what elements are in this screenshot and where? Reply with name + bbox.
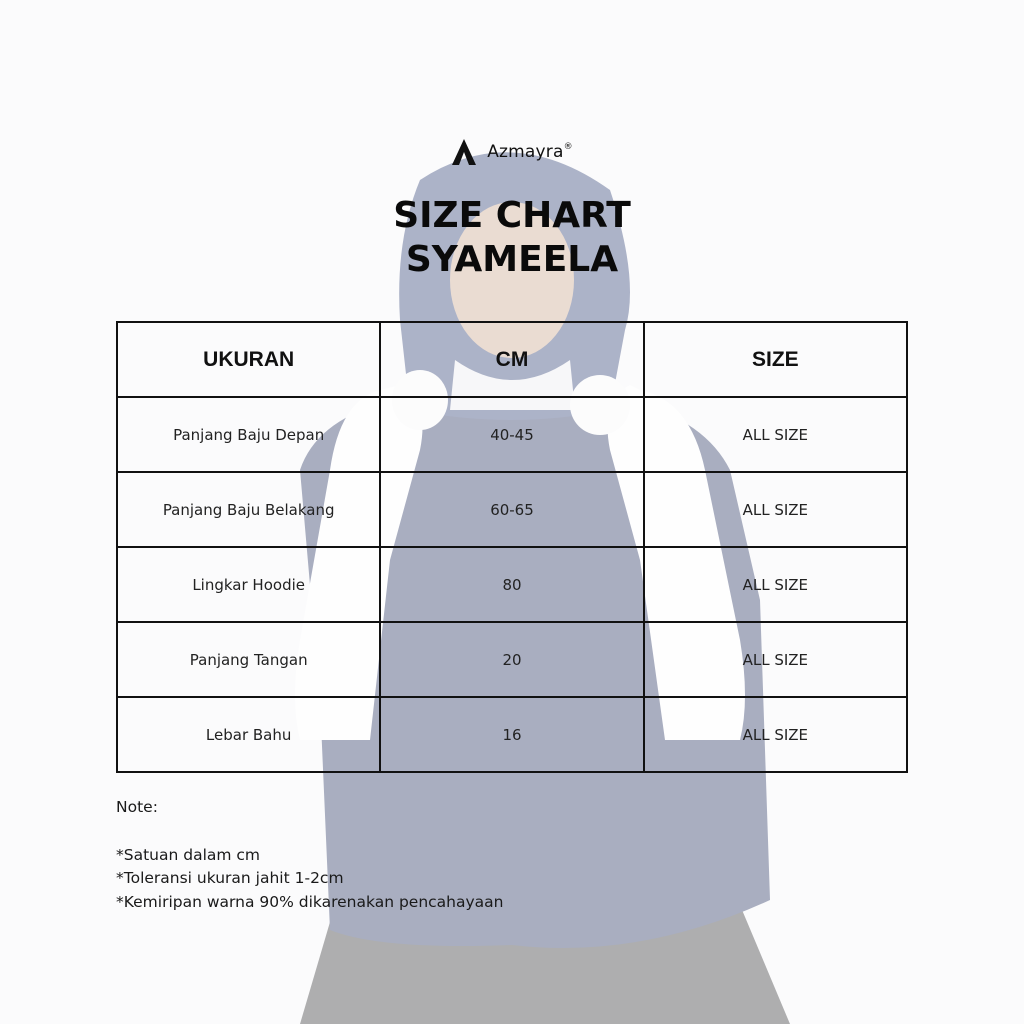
cell-measurement: Lebar Bahu	[117, 697, 380, 772]
cell-cm: 80	[380, 547, 643, 622]
cell-size: ALL SIZE	[644, 472, 907, 547]
page-title	[0, 194, 1024, 282]
note-line: *Satuan dalam cm	[116, 845, 261, 864]
table-row	[117, 547, 907, 622]
cell-measurement: Panjang Baju Depan	[117, 397, 380, 472]
registered-mark: ®	[563, 142, 573, 152]
title-line-2: SYAMEELA	[405, 239, 619, 280]
title-line-1: SIZE CHART	[393, 195, 631, 236]
table-row	[117, 697, 907, 772]
header-ukuran: UKURAN	[117, 322, 380, 397]
cell-cm: 60-65	[380, 472, 643, 547]
notes-section	[116, 796, 503, 914]
header-size: SIZE	[644, 322, 907, 397]
cell-size: ALL SIZE	[644, 697, 907, 772]
table-row	[117, 472, 907, 547]
notes-label: Note:	[116, 798, 158, 816]
note-line: *Toleransi ukuran jahit 1-2cm	[116, 869, 344, 887]
azmayra-logo-icon	[451, 138, 477, 166]
size-table	[116, 321, 908, 773]
header-cm: CM	[380, 322, 643, 397]
cell-measurement: Panjang Baju Belakang	[117, 472, 380, 547]
table-row	[117, 622, 907, 697]
cell-measurement: Lingkar Hoodie	[117, 547, 380, 622]
brand-header	[0, 138, 1024, 166]
cell-size: ALL SIZE	[644, 547, 907, 622]
cell-cm: 40-45	[380, 397, 643, 472]
table-row	[117, 397, 907, 472]
cell-cm: 16	[380, 697, 643, 772]
cell-measurement: Panjang Tangan	[117, 622, 380, 697]
table-header-row	[117, 322, 907, 397]
brand-name-text: Azmayra	[487, 142, 564, 162]
brand-name	[487, 142, 573, 162]
note-line: *Kemiripan warna 90% dikarenakan pencahayaan	[116, 892, 504, 911]
cell-cm: 20	[380, 622, 643, 697]
cell-size: ALL SIZE	[644, 397, 907, 472]
cell-size: ALL SIZE	[644, 622, 907, 697]
